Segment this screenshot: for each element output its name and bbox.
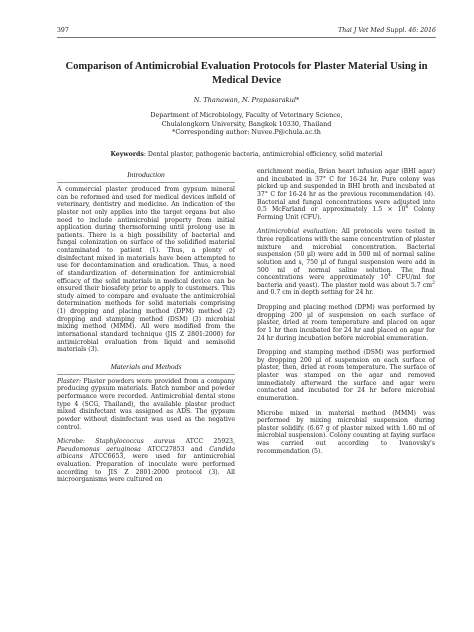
evaluation-text: and 0.7 cm in depth setting for 24 hr.	[257, 289, 374, 297]
exponent: 2	[432, 280, 435, 286]
affiliation-line: Department of Microbiology, Faculty of Veterinary Science,	[150, 111, 343, 119]
dpm-paragraph: Dropping and placing method (DPM) was performed by dropping 200 µl of suspension on each surface of plaster, dried at room temperature and placed on agar for 1 hr then incubated for 24 hr and placed on agar for 24 hr during incubation before microbial enumeration.	[257, 304, 435, 342]
evaluation-paragraph	[257, 228, 435, 297]
plaster-paragraph	[57, 378, 235, 431]
methods-heading: Materials and Methods	[110, 361, 182, 371]
microbe-species: Candida albicans	[57, 445, 236, 461]
dsm-paragraph: Dropping and stamping method (DSM) was performed by dropping 200 µl of suspension on each surface of plaster, then, dried at room temperature. The surface of plaster was stamped on the agar and removed immediately afterward the surface and agar were contacted and incubated for 24 hr before microbial enumeration.	[257, 349, 435, 402]
affiliation	[57, 111, 436, 137]
introduction-paragraph: A commercial plaster produced from gypsum mineral can be reformed and used for medical devices infield of veterinary, dentistry and medicine. An indication of the plaster not only applies into the target organs but also need to include antimicrobial property from initial application during thermoforming until prolong use in patients. There is a high possibility of bacterial and fungal colonization on surface of the solidified material contaminated to patient (1). Thus, a plenty of disinfectant mixed in materials have been attempted to use for decontamination and eradication. Thus, a need of standardization of determination for antimicrobial efficacy of the solid materials in medical device can be ensured their biosafety prior to apply to customers. This study aimed to compare and evaluate the antimicrobial determination methods for solid materials comprising (1) dropping and placing method (DPM) method (2) dropping and stamping method (DSM) (3) microbial mixing method (MMM). All were modified from the international standard technique (JIS Z 2801:2000) for antimicrobial evaluation from liquid and semisolid materials (3).	[57, 186, 235, 354]
header-rule	[57, 37, 436, 38]
section-rule	[57, 182, 235, 183]
plaster-label: Plaster:	[57, 377, 82, 385]
culture-paragraph	[257, 168, 435, 221]
authors: N. Thanawan, N. Prapasarakul*	[193, 96, 300, 104]
section-rule	[57, 374, 235, 375]
culture-text: Colony Forming Unit (CFU).	[257, 206, 435, 221]
mmm-paragraph: Microbe mixed in material method (MMM) was performed by mixing microbial suspension during plaster solidify. (6.67 g of plaster mixed with 1.60 ml of microbial suspension). Colony counting at faying surface was carried out according to Ivanovsky's recommendation (5).	[257, 409, 435, 455]
keywords-text: : Dental plaster, pathogenic bacteria, antimicrobial efficiency, solid material	[143, 151, 383, 158]
keywords	[57, 151, 436, 158]
paper-title: Comparison of Antimicrobial Evaluation Protocols for Plaster Material Using in Medical Device	[65, 61, 428, 86]
evaluation-text: All protocols were tested in three replications with the same concentration of plaster mixture and microbial concentration. Bacterial suspension (50 µl) were add in 500 ml of normal saline solution and s, 750 µl of fungal suspension were add in 500 ml of normal saline solution. The final concentrations were approximately 10	[257, 228, 436, 282]
left-column	[57, 168, 235, 491]
microbe-paragraph	[57, 438, 235, 484]
exponent: 6	[405, 205, 409, 211]
evaluation-text: CFU/ml for bacteria and yeast). The plaster mold was about 5.7 cm	[257, 274, 435, 289]
microbe-species: Staphylococcus aureus	[95, 438, 176, 446]
introduction-heading: Introduction	[127, 170, 165, 179]
journal-header: Thai J Vet Med Suppl. 46: 2016	[338, 27, 436, 34]
corresponding-author: *Corresponding author: Nuvee.P@chula.ac.th	[172, 128, 321, 137]
microbe-text: ATCC27853 and	[140, 445, 210, 453]
plaster-text: Plaster powders were provided from a company producing gypsum materials. Batch number and powder performance were recorded. Antimicrobial dental stone type 4 (SCG, Thailand), the available plaster product mixed disinfectant was assigned as ADS. The gypsum powder without disinfectant was used as the negative control.	[57, 377, 235, 431]
exponent: 4	[388, 273, 391, 279]
page-number: 397	[57, 27, 69, 34]
affiliation-line: Chulalongkorn University, Bangkok 10330, Thailand	[161, 119, 332, 128]
microbe-species: Pseudomonas aeruginosa	[57, 445, 141, 453]
microbe-text: ATCC6653, were used for antimicrobial evaluation. Preparation of inoculate were performed according to JIS Z 2801:2000 protocol (3). All microorganisms were cultured on	[57, 453, 235, 484]
microbe-text: ATCC 25923,	[175, 438, 235, 446]
keywords-label: Keywords	[110, 151, 144, 158]
right-column	[257, 168, 435, 462]
culture-text: enrichment media, Brian heart infusion agar (BHI agar) and incubated in 37° C for 16-24 hr. Pure colony was picked up and suspended in BHI broth and incubated at 37° C for 16-24 hr as the previous recommendation (4). Bacterial and fungal concentrations were adjusted into 0.5 McFarland or approximately 1.5 × 10	[257, 168, 435, 214]
microbe-label: Microbe:	[57, 438, 85, 446]
evaluation-label: Antimicrobial evaluation:	[257, 228, 338, 236]
